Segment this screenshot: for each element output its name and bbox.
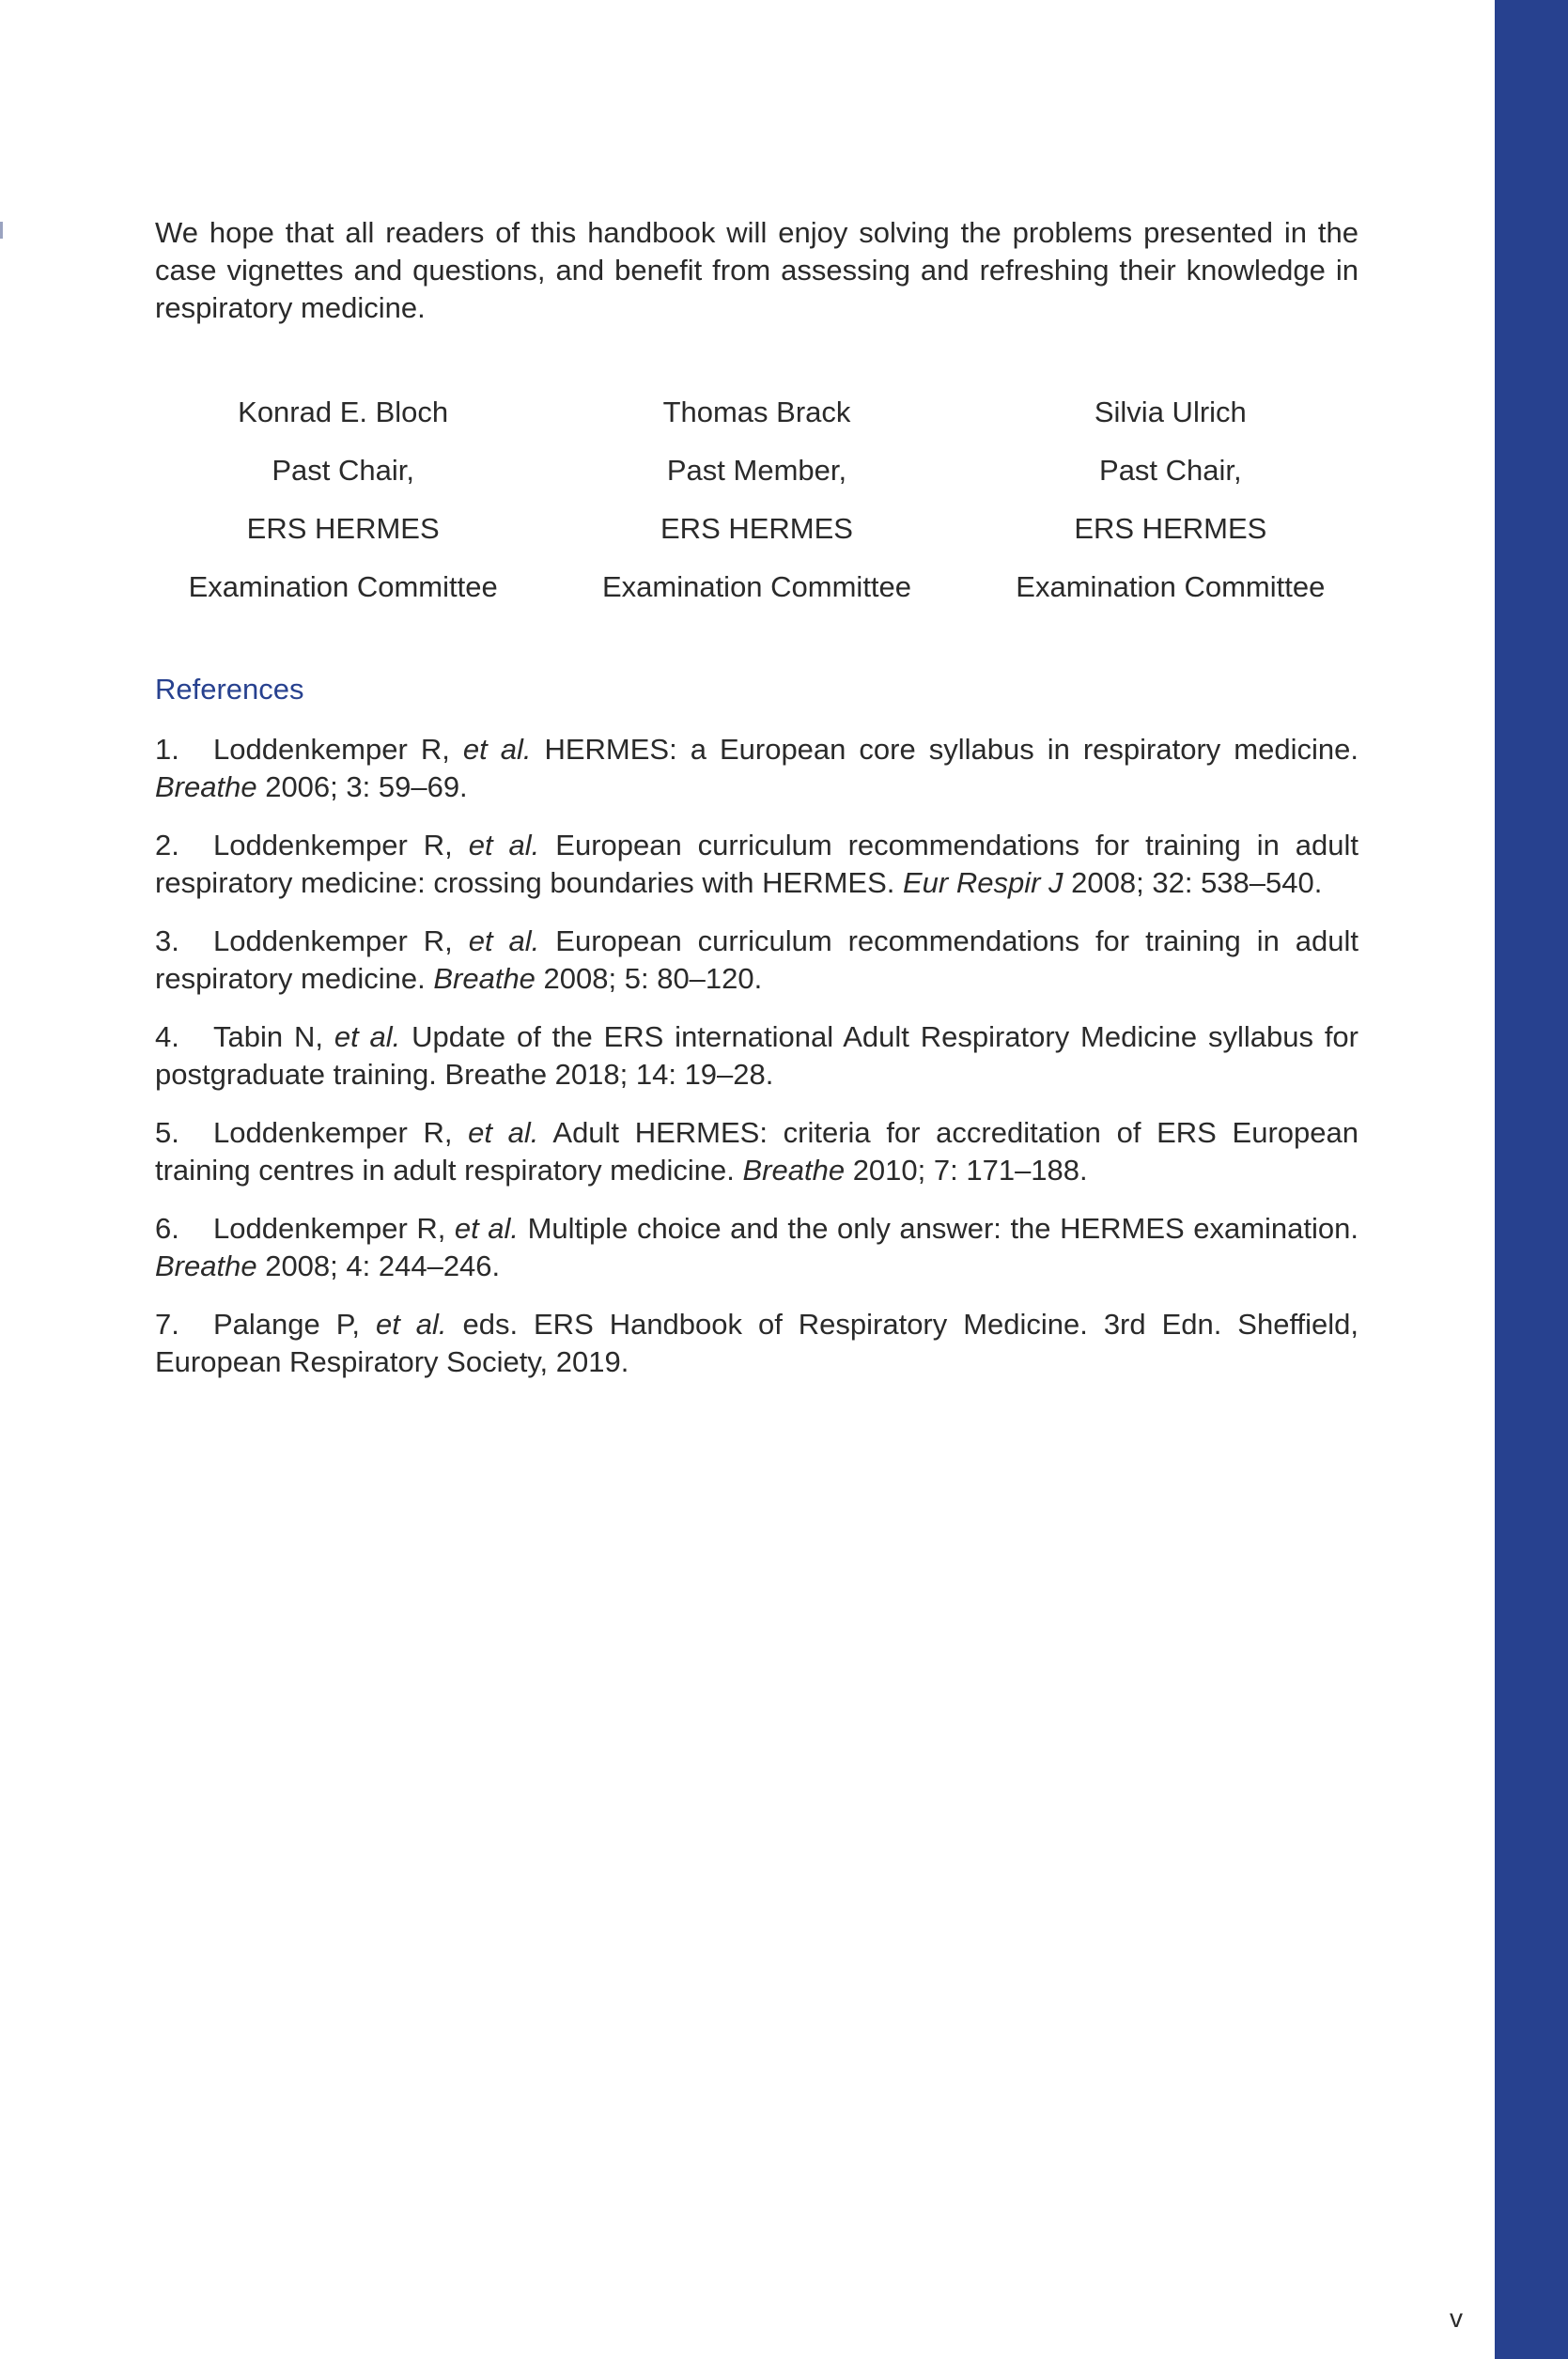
reference-citation: 2010; 7: 171–188. [852,1154,1088,1187]
signatory-2 [550,383,963,616]
reference-journal: Breathe [155,1249,257,1282]
reference-journal: Breathe [433,962,536,995]
reference-item [155,1018,1358,1094]
reference-title: European curriculum recommendations for training in adult respiratory medicine: crossing boundaries with HERMES. [155,829,1359,899]
signatory-role: Past Chair, [1099,454,1242,487]
reference-journal: Breathe [742,1154,846,1187]
reference-etal: et al. [468,924,540,957]
references-heading: References [155,673,304,706]
reference-etal: et al. [468,1116,539,1149]
reference-authors: Palange P, [213,1308,361,1341]
reference-item [155,923,1358,998]
reference-etal: et al. [375,1308,447,1341]
reference-title: European curriculum recommendations for training in adult respiratory medicine. [155,924,1359,995]
reference-journal: Breathe [155,770,257,803]
reference-journal: Eur Respir J [903,866,1063,899]
signatory-committee: Examination Committee [1016,570,1326,603]
reference-etal: et al. [454,1212,520,1245]
reference-title: Update of the ERS international Adult Respiratory Medicine syllabus for postgraduate training. Breathe 2018; 14: 19–28. [155,1020,1358,1091]
reference-title: HERMES: a European core syllabus in respiratory medicine. [544,733,1358,766]
signatory-name: Konrad E. Bloch [238,396,449,428]
references-list [155,731,1358,1381]
reference-item [155,1114,1358,1189]
reference-number: 5. [155,1116,179,1149]
reference-number: 6. [155,1212,179,1245]
intro-paragraph: We hope that all readers of this handbook will enjoy solving the problems presented in the case vignettes and questions, and benefit from assessing and refreshing their knowledge in respiratory medicine. [155,216,1358,324]
reference-number: 2. [155,829,179,861]
reference-number: 7. [155,1308,179,1341]
side-color-band [1495,0,1568,2359]
reference-authors: Loddenkemper R, [213,829,453,861]
reference-citation: 2006; 3: 59–69. [265,770,468,803]
reference-etal: et al. [462,733,532,766]
reference-item [155,1306,1358,1381]
reference-item [155,827,1358,902]
signature-block [136,383,1377,616]
signatory-committee: Examination Committee [188,570,498,603]
page-number: v [1450,2304,1463,2333]
reference-number: 4. [155,1020,179,1053]
reference-authors: Loddenkemper R, [213,924,453,957]
reference-number: 3. [155,924,179,957]
signatory-1 [136,383,550,616]
reference-etal: et al. [468,829,540,861]
reference-citation: 2008; 5: 80–120. [543,962,763,995]
reference-citation: 2008; 32: 538–540. [1071,866,1323,899]
reference-etal: et al. [334,1020,401,1053]
reference-title: Adult HERMES: criteria for accreditation of ERS European training centres in adult respiratory medicine. [155,1116,1358,1187]
reference-item [155,1210,1358,1285]
edge-mark [0,222,3,239]
signatory-org: ERS HERMES [246,512,440,545]
reference-title: Multiple choice and the only answer: the HERMES examination. [527,1212,1358,1245]
signatory-committee: Examination Committee [601,570,912,603]
signatory-org: ERS HERMES [660,512,853,545]
reference-authors: Loddenkemper R, [213,733,450,766]
signatory-3 [964,383,1377,616]
reference-citation: 2008; 4: 244–246. [265,1249,501,1282]
reference-item [155,731,1358,806]
reference-authors: Tabin N, [213,1020,323,1053]
signatory-role: Past Chair, [272,454,414,487]
signatory-name: Thomas Brack [662,396,851,428]
page-content [155,214,1358,1402]
signatory-name: Silvia Ulrich [1094,396,1247,428]
reference-number: 1. [155,733,179,766]
signatory-role: Past Member, [666,454,847,487]
signatory-org: ERS HERMES [1074,512,1267,545]
reference-authors: Loddenkemper R, [213,1116,453,1149]
reference-title: eds. ERS Handbook of Respiratory Medicine. 3rd Edn. Sheffield, European Respiratory Society, 2019. [155,1308,1358,1378]
reference-authors: Loddenkemper R, [213,1212,446,1245]
